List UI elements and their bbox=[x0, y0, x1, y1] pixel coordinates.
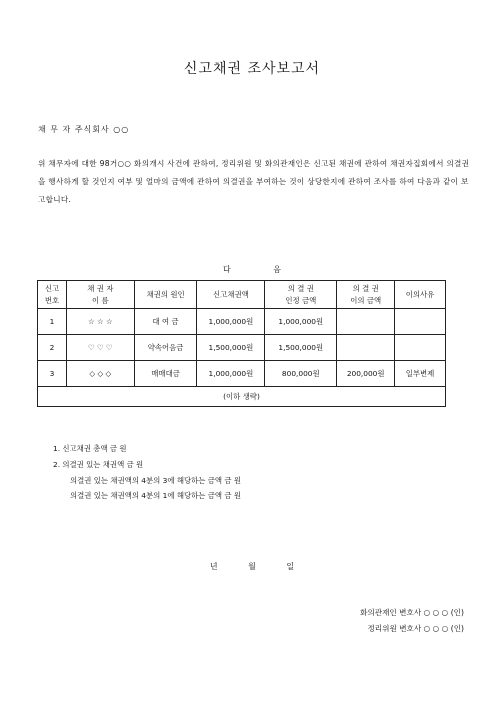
summary-line: 1. 신고채권 총액 금 원 bbox=[53, 444, 127, 453]
table-cell bbox=[337, 309, 395, 335]
header-cell: 이의사유 bbox=[395, 281, 446, 309]
table-cell: ♡ ♡ ♡ bbox=[66, 335, 134, 361]
header-cell: 의 결 권 인정 금액 bbox=[265, 281, 337, 309]
header-cell: 신고채권액 bbox=[197, 281, 265, 309]
claims-table bbox=[37, 280, 446, 407]
header-cell: 신고 번호 bbox=[38, 281, 67, 309]
table-cell: 1,500,000원 bbox=[197, 335, 265, 361]
table-cell: 1 bbox=[38, 309, 67, 335]
table-row bbox=[38, 335, 446, 361]
document-title: 신고채권 조사보고서 bbox=[183, 61, 321, 77]
table-cell: ☆ ☆ ☆ bbox=[66, 309, 134, 335]
table-footer-row bbox=[38, 387, 446, 407]
table-cell: 1,000,000원 bbox=[197, 309, 265, 335]
table-cell: 200,000원 bbox=[337, 361, 395, 387]
table-cell: 일부변제 bbox=[395, 361, 446, 387]
table-cell: 2 bbox=[38, 335, 67, 361]
header-cell: 채 권 자 이 름 bbox=[66, 281, 134, 309]
table-cell: 매매대금 bbox=[134, 361, 197, 387]
signature-line: 화의관재인 변호사 ○ ○ ○ (인) bbox=[360, 608, 464, 617]
summary-line: 의결권 있는 채권액의 4분의 1에 해당하는 금액 금 원 bbox=[70, 491, 241, 500]
table-row bbox=[38, 361, 446, 387]
header-cell: 채권의 원인 bbox=[134, 281, 197, 309]
table-header-row bbox=[38, 281, 446, 309]
date-line: 년 월 일 bbox=[209, 562, 295, 571]
table-cell: 1,500,000원 bbox=[265, 335, 337, 361]
header-cell: 의 결 권 이의 금액 bbox=[337, 281, 395, 309]
section-label: 다 음 bbox=[223, 265, 281, 274]
table-cell: 대 여 금 bbox=[134, 309, 197, 335]
table-cell: 1,000,000원 bbox=[197, 361, 265, 387]
signature-line: 정리위원 변호사 ○ ○ ○ (인) bbox=[367, 624, 464, 633]
debtor-line: 채 무 자 주식회사 ○○ bbox=[38, 125, 130, 134]
summary-line: 의결권 있는 채권액의 4분의 3에 해당하는 금액 금 원 bbox=[70, 476, 241, 485]
table-cell: ◇ ◇ ◇ bbox=[66, 361, 134, 387]
table-cell: 800,000원 bbox=[265, 361, 337, 387]
table-cell bbox=[395, 309, 446, 335]
table-cell: 1,000,000원 bbox=[265, 309, 337, 335]
table-cell bbox=[337, 335, 395, 361]
table-cell: 3 bbox=[38, 361, 67, 387]
table-footer: (이하 생략) bbox=[38, 387, 446, 407]
table-cell: 약속어음금 bbox=[134, 335, 197, 361]
table-cell bbox=[395, 335, 446, 361]
table-row bbox=[38, 309, 446, 335]
intro-paragraph: 위 채무자에 대한 98거○○ 화의개시 사건에 관하여, 정리위원 및 화의관재인은 신고된 채권에 관하여 채권자집회에서 의결권을 행사하게 할 것인지 여부 및 얼마의 금액에 관하여 의결권을 부여하는 것이 상당한지에 관하여 조사를 하여 다음과 같이 보고합니다. bbox=[38, 159, 470, 204]
summary-line: 2. 의결권 있는 채권액 금 원 bbox=[53, 460, 144, 469]
